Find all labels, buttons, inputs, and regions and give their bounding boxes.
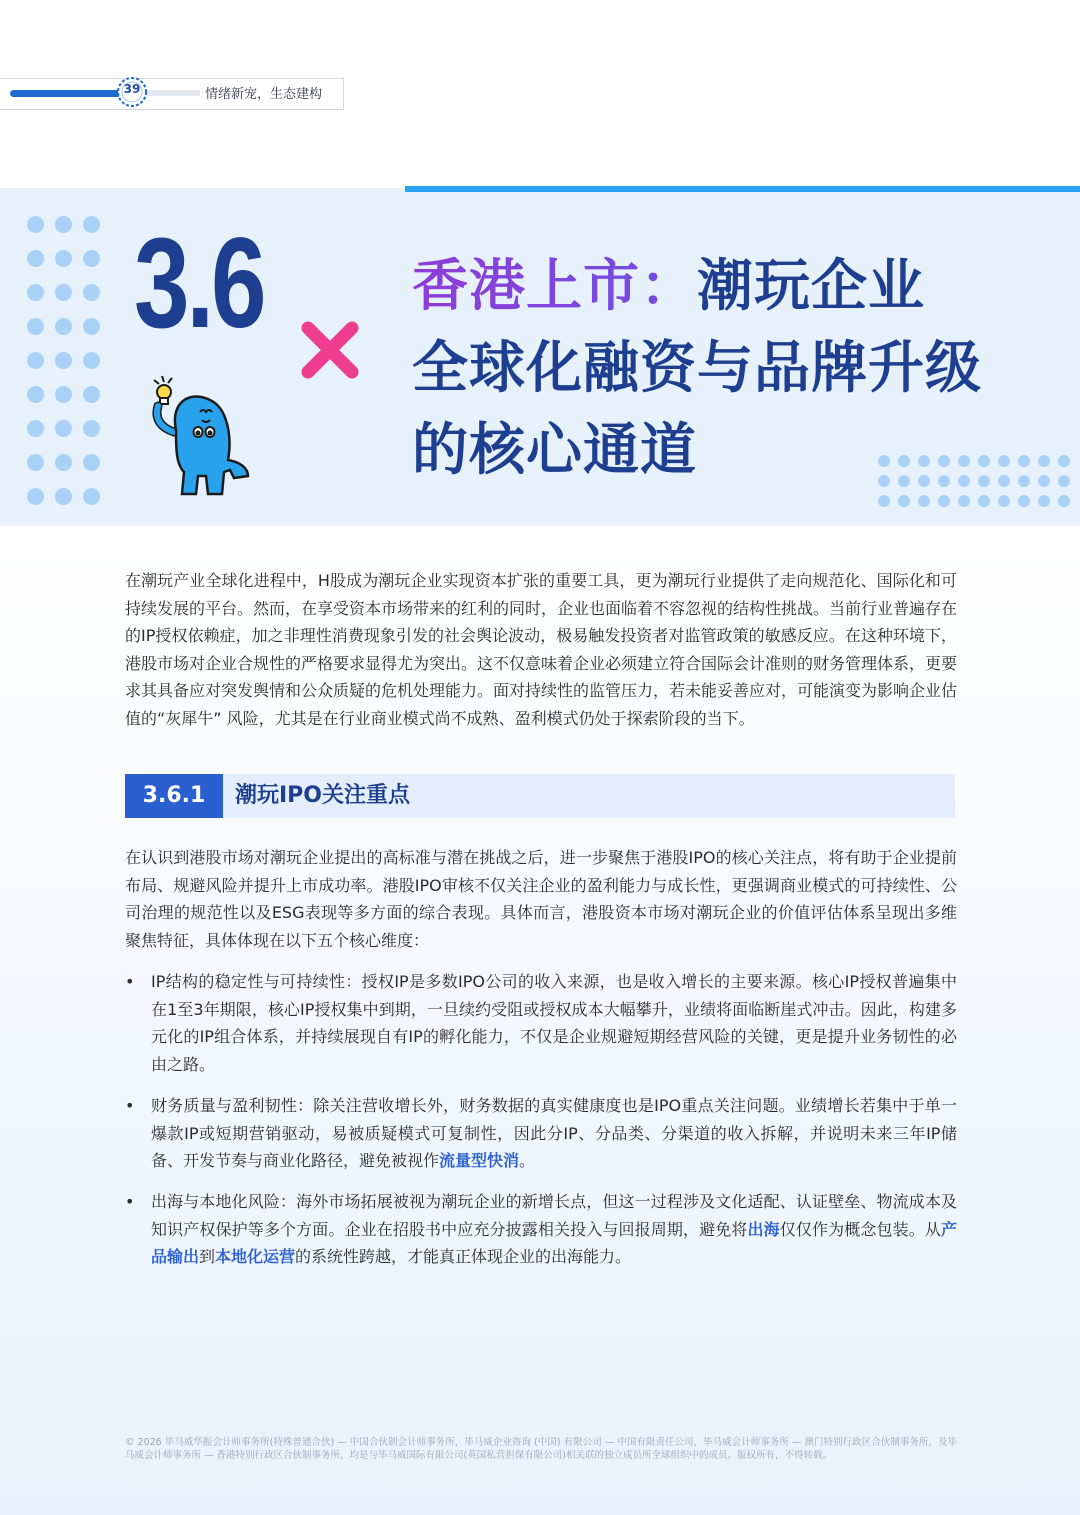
times-icon [298, 318, 362, 382]
bullet-text-part: 到 [199, 1247, 216, 1267]
title-line2: 全球化融资与品牌升级 [412, 336, 982, 401]
title-line1-rest: 潮玩企业 [697, 254, 925, 319]
progress-bar [10, 90, 122, 97]
bullet-text-part: 。 [519, 1151, 536, 1171]
section-number: 3.6 [134, 212, 264, 355]
subsection-title: 潮玩IPO关注重点 [235, 783, 411, 808]
bullet-emphasis: 产品输出 [151, 1219, 957, 1267]
subsection-number: 3.6.1 [125, 774, 223, 818]
progress-track [140, 90, 200, 96]
bullet-marker: • [125, 972, 135, 991]
title-line3: 的核心通道 [412, 418, 697, 483]
bullet-text-part: 出海与本地化风险：海外市场拓展被视为潮玩企业的新增长点，但这一过程涉及文化适配、认证壁垒、物流成本及知识产权保护等多个方面。企业在招股书中应充分披露相关投入与回报周期，避免将 [151, 1192, 957, 1239]
page-number: 39 [123, 82, 141, 96]
lead-paragraph: 在认识到港股市场对潮玩企业提出的高标准与潜在挑战之后，进一步聚焦于港股IPO的核心关注点，将有助于企业提前布局、规避风险并提升上市成功率。港股IPO审核不仅关注企业的盈利能力与成长性，更强调商业模式的可持续性、公司治理的规范性以及ESG表现等多方面的综合表现。具体而言，港股资本市场对潮玩企业的价值评估体系呈现出多维聚焦特征，具体体现在以下五个核心维度： [125, 848, 957, 950]
bullet-marker: • [125, 1096, 135, 1115]
bullet-text-part: 的系统性跨越，才能真正体现企业的出海能力。 [295, 1247, 632, 1267]
banner-accent-line [405, 186, 1080, 192]
bullet-text: IP结构的稳定性与可持续性：授权IP是多数IPO公司的收入来源，也是收入增长的主要来源。核心IP授权普遍集中在1至3年期限，核心IP授权集中到期，一旦续约受阻或授权成本大幅攀升，业绩将面临断崖式冲击。因此，构建多元化的IP组合体系，并持续展现自有IP的孵化能力，不仅是企业规避短期经营风险的关键，更是提升业务韧性的必由之路。 [151, 972, 957, 1074]
intro-paragraph: 在潮玩产业全球化进程中，H股成为潮玩企业实现资本扩张的重要工具，更为潮玩行业提供了走向规范化、国际化和可持续发展的平台。然而，在享受资本市场带来的红利的同时，企业也面临着不容忽视的结构性挑战。当前行业普遍存在的IP授权依赖症，加之非理性消费现象引发的社会舆论波动，极易触发投资者对监管政策的敏感反应。在这种环境下，港股市场对企业合规性的严格要求显得尤为突出。这不仅意味着企业必须建立符合国际会计准则的财务管理体系，更要求其具备应对突发舆情和公众质疑的危机处理能力。面对持续性的监管压力，若未能妥善应对，可能演变为影响企业估值的“灰犀牛” 风险，尤其是在行业商业模式尚不成熟、盈利模式仍处于探索阶段的当下。 [125, 571, 958, 728]
bullet-emphasis: 流量型快消 [439, 1151, 520, 1171]
mascot-lightbulb-icon [148, 372, 260, 496]
bullet-text [151, 1092, 957, 1175]
bullet-marker: • [125, 1192, 135, 1211]
title-highlight: 香港上市： [412, 254, 697, 319]
bullet-text-part: 财务质量与盈利韧性：除关注营收增长外，财务数据的真实健康度也是IPO重点关注问题。业绩增长若集中于单一爆款IP或短期营销驱动，易被质疑模式可复制性，因此分IP、分品类、分渠道的收入拆解，并说明未来三年IP储备、开发节奏与商业化路径，避免被视作 [151, 1096, 957, 1171]
copyright-footer: © 2026 毕马威华振会计师事务所(特殊普通合伙) — 中国合伙制会计师事务所，毕马威企业咨询 (中国) 有限公司 — 中国有限责任公司，毕马威会计师事务所 — 澳门特别行政区合伙制事务所，及毕马威会计师事务所 — 香港特别行政区合伙制事务所，均是与毕马威国际有限公司(英国私营担保有限公司)相关联的独立成员所全球组织中的成员。版权所有，不得转载。 [125, 1437, 957, 1461]
dot-pattern-left [27, 216, 107, 506]
bullet-text-part: 仅仅作为概念包装。从 [779, 1219, 941, 1239]
bullet-emphasis: 出海 [747, 1219, 780, 1239]
bullet-emphasis: 本地化运营 [215, 1247, 296, 1267]
bullet-text [151, 1188, 957, 1271]
running-section-title: 情绪新宠，生态建构 [205, 87, 323, 102]
subsection-heading [125, 774, 955, 818]
section-title [412, 246, 1052, 492]
page-header [0, 74, 345, 110]
